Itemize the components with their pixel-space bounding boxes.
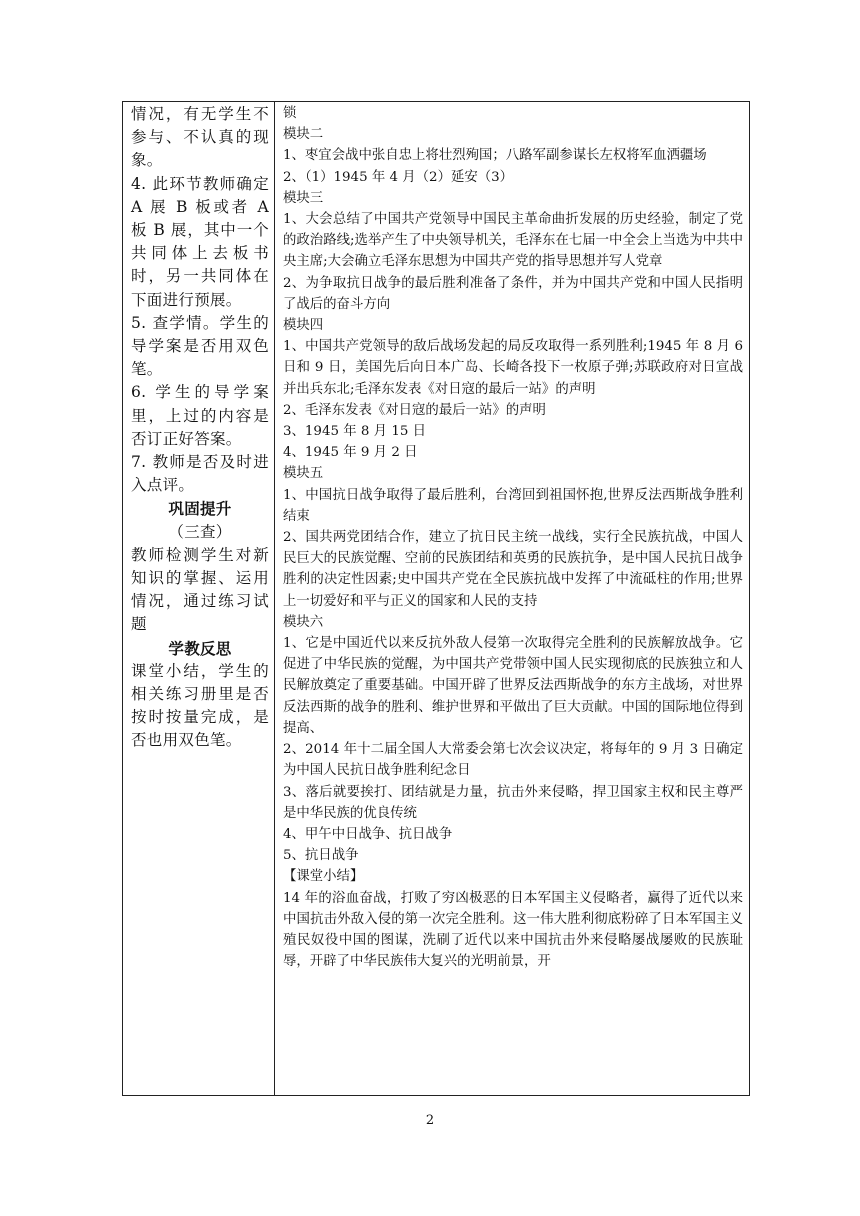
module-heading: 模块六 <box>283 614 324 630</box>
summary-heading: 【课堂小结】 <box>283 869 364 885</box>
page-number: 2 <box>425 1113 435 1128</box>
right-paragraph: 2、（1）1945 年 4 月（2）延安（3） <box>283 169 514 185</box>
right-paragraph: 5、抗日战争 <box>283 848 359 864</box>
right-paragraph: 1、大会总结了中国共产党领导中国民主革命曲折发展的历史经验，制定了党的政治路线;选举产生了中央领导机关，毛泽东在七届一中全会上当选为中共中央主席;大会确立毛泽东思想为中国共产党的指导思想并写人党章 <box>283 212 743 270</box>
left-line: 6. 学生的导学案里，上过的内容是否订正好答案。 <box>131 383 269 448</box>
left-line: 情况，有无学生不参与、不认真的现象。 <box>131 105 269 170</box>
consolidate-body: 教师检测学生对新知识的掌握、运用情况，通过练习试题 <box>131 545 269 634</box>
consolidate-subtitle: （三查） <box>168 522 232 541</box>
left-line: 4. 此环节教师确定 A 展 B 板或者 A 板 B 展，其中一个共同体上去板书时，另一共同体在下面进行预展。 <box>131 174 269 309</box>
left-column <box>131 103 269 753</box>
module-heading: 模块三 <box>283 190 324 206</box>
right-paragraph: 4、甲午中日战争、抗日战争 <box>283 826 453 842</box>
right-paragraph: 3、1945 年 8 月 15 日 <box>283 424 427 440</box>
right-paragraph: 1、中国抗日战争取得了最后胜利，台湾回到祖国怀抱,世界反法西斯战争胜利结束 <box>283 487 743 524</box>
right-paragraph: 4、1945 年 9 月 2 日 <box>283 445 418 461</box>
module-heading: 模块四 <box>283 318 324 334</box>
right-paragraph: 锁 <box>283 106 297 121</box>
right-paragraph: 3、落后就要挨打、团结就是力量，抗击外来侵略，捍卫国家主权和民主尊严是中华民族的优良传统 <box>283 784 743 821</box>
left-line: 7. 教师是否及时进入点评。 <box>131 453 269 495</box>
right-paragraph: 2、为争取抗日战争的最后胜利准备了条件，并为中国共产党和中国人民指明了战后的奋斗方向 <box>283 275 743 312</box>
column-divider <box>274 101 275 1096</box>
module-heading: 模块五 <box>283 466 324 482</box>
right-paragraph: 1、枣宜会战中张自忠上将壮烈殉国；八路军副参谋长左权将军血洒疆场 <box>283 148 707 164</box>
right-paragraph: 1、中国共产党领导的敌后战场发起的局反攻取得一系列胜利;1945 年 8 月 6 日和 9 日，美国先后向日本广岛、长崎各投下一枚原子弹;苏联政府对日宣战并出兵东北;毛泽东发表《对日寇的最后一站》的声明 <box>283 339 743 397</box>
reflect-body: 课堂小结，学生的相关练习册里是否按时按量完成，是否也用双色笔。 <box>131 661 269 750</box>
right-paragraph: 2、毛泽东发表《对日寇的最后一站》的声明 <box>283 402 546 418</box>
left-line: 5. 查学情。学生的导学案是否用双色笔。 <box>131 313 269 379</box>
right-paragraph: 1、它是中国近代以来反抗外敌人侵第一次取得完全胜利的民族解放战争。它促进了中华民族的觉醒，为中国共产党带领中国人民实现彻底的民族独立和人民解放奠定了重要基础。中国开辟了世界反法西斯战争的东方主战场，对世界反法西斯的战争的胜利、维护世界和平做出了巨大贡献。中国的国际地位得到提高、 <box>283 636 743 736</box>
right-column <box>283 103 743 972</box>
right-paragraph: 2、国共两党团结合作，建立了抗日民主统一战线，实行全民族抗战，中国人民巨大的民族觉醒、空前的民族团结和英勇的民族抗争，是中国人民抗日战争胜利的决定性因素;史中国共产党在全民族抗战中发挥了中流砥柱的作用;世界上一切爱好和平与正义的国家和人民的支持 <box>283 530 743 609</box>
right-paragraph: 2、2014 年十二届全国人大常委会第七次会议决定，将每年的 9 月 3 日确定为中国人民抗日战争胜利纪念日 <box>283 742 743 779</box>
summary-paragraph: 14 年的浴血奋战，打败了穷凶极恶的日本军国主义侵略者，赢得了近代以来中国抗击外敌入侵的第一次完全胜利。这一伟大胜利彻底粉碎了日本军国主义殖民奴役中国的图谋，洗刷了近代以来中国抗击外来侵略屡战屡败的民族耻辱，开辟了中华民族伟大复兴的光明前景，开 <box>283 890 743 970</box>
consolidate-title: 巩固提升 <box>168 499 232 519</box>
module-heading: 模块二 <box>283 127 324 143</box>
reflect-title: 学教反思 <box>168 638 232 658</box>
